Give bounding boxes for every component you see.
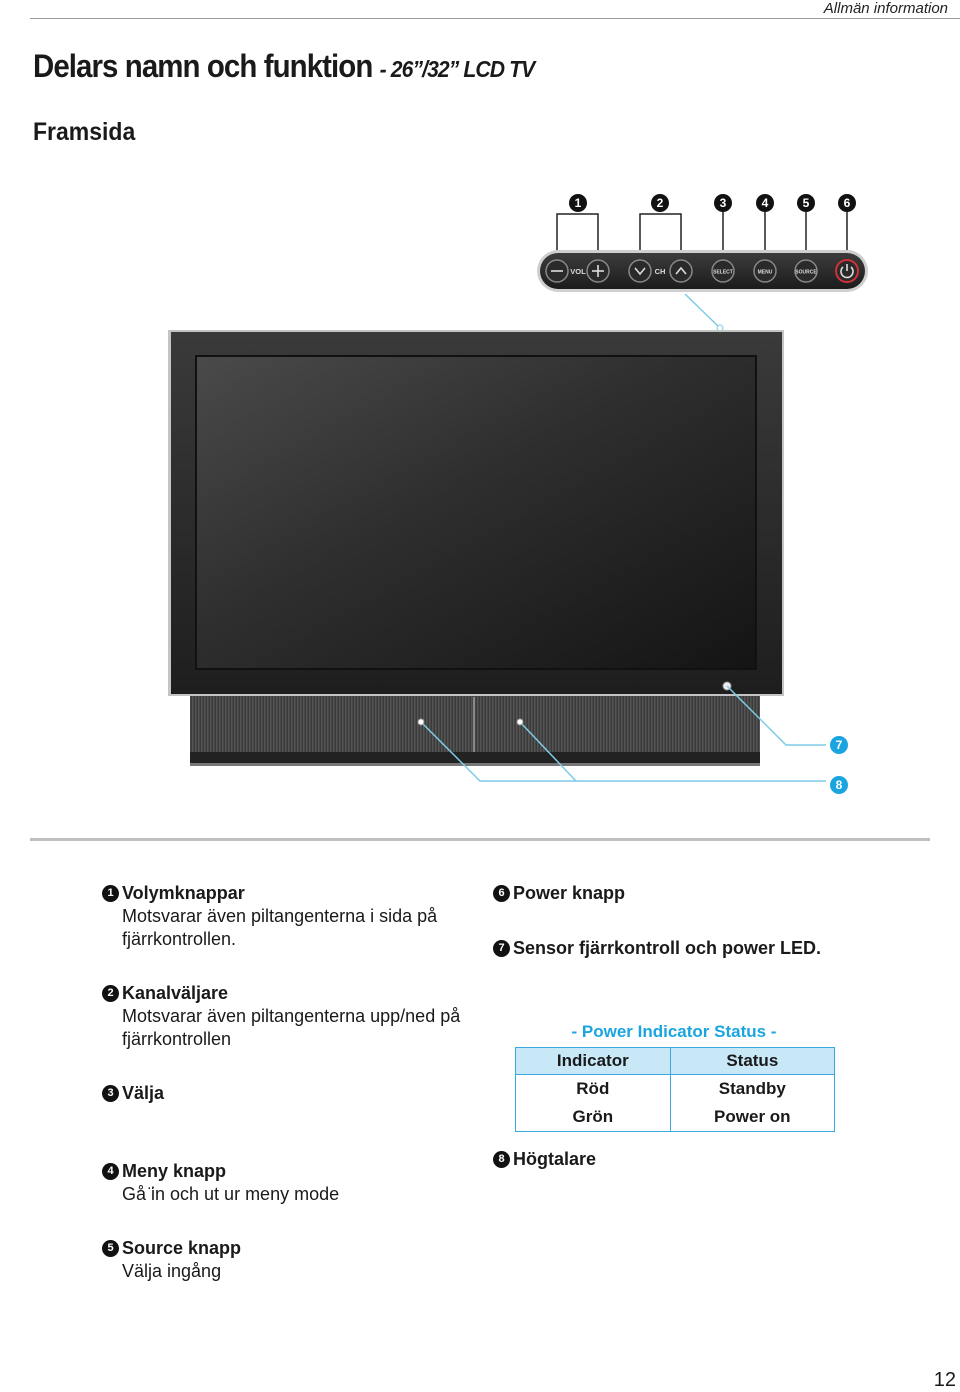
status-table (515, 1047, 835, 1132)
item-6 (493, 882, 625, 905)
panel-numbers (569, 194, 856, 212)
item-8-title: Högtalare (513, 1149, 597, 1169)
source-label: SOURCE (795, 269, 817, 276)
item-5-line-1: Välja ingång (122, 1261, 222, 1281)
item-4-line-1: Gå ̈in och ut ur meny mode (122, 1184, 340, 1204)
item-7 (493, 937, 821, 960)
section-divider (30, 838, 930, 841)
panel-num-3: 3 (719, 196, 727, 210)
item-3 (102, 1082, 164, 1105)
item-2-number: 2 (102, 985, 119, 1002)
section-subtitle: Framsida (33, 118, 136, 146)
table-cell: Grön (516, 1103, 671, 1132)
status-table-title: - Power Indicator Status - (571, 1022, 777, 1041)
table-cell: Power on (670, 1103, 834, 1132)
callout-7: 7 (835, 738, 843, 752)
item-5-number: 5 (102, 1240, 119, 1257)
status-table-header-indicator: Indicator (516, 1048, 671, 1075)
select-label: SELECT (713, 269, 733, 276)
table-row (516, 1103, 835, 1132)
item-1-title: Volymknappar (122, 883, 245, 903)
item-3-number: 3 (102, 1085, 119, 1102)
item-1-line-2: fjärrkontrollen. (122, 929, 237, 949)
vol-label: VOL (570, 267, 586, 276)
table-row (516, 1075, 835, 1104)
item-7-number: 7 (493, 940, 510, 957)
table-cell: Standby (670, 1075, 834, 1104)
page-title-main: Delars namn och funktion (33, 48, 373, 84)
section-label: Allmän information (823, 0, 948, 17)
item-3-title: Välja (122, 1083, 165, 1103)
item-2 (102, 982, 460, 1051)
tv-screen (196, 356, 756, 669)
page-number: 12 (933, 1369, 956, 1391)
item-1-number: 1 (102, 885, 119, 902)
panel-num-2: 2 (656, 196, 664, 210)
ch-label: CH (654, 267, 666, 276)
item-8-number: 8 (493, 1151, 510, 1168)
page-title-sub: - 26”/32” LCD TV (379, 56, 535, 82)
ch-up-icon (670, 260, 692, 282)
item-2-line-1: Motsvarar även piltangenterna upp/ned på (122, 1006, 461, 1026)
panel-num-6: 6 (843, 196, 851, 210)
ch-down-icon (629, 260, 651, 282)
item-6-number: 6 (493, 885, 510, 902)
item-2-title: Kanalväljare (122, 983, 229, 1003)
menu-label: MENU (757, 269, 773, 276)
panel-num-5: 5 (802, 196, 810, 210)
panel-num-4: 4 (761, 196, 769, 210)
item-6-title: Power knapp (513, 883, 626, 903)
item-2-line-2: fjärrkontrollen (122, 1029, 232, 1049)
table-cell: Röd (516, 1075, 671, 1104)
item-7-title: Sensor fjärrkontroll och power LED. (513, 938, 822, 958)
item-4-number: 4 (102, 1163, 119, 1180)
item-5-title: Source knapp (122, 1238, 242, 1258)
panel-num-1: 1 (574, 196, 582, 210)
item-4 (102, 1160, 339, 1206)
item-1-line-1: Motsvarar även piltangenterna i sida på (122, 906, 438, 926)
item-8 (493, 1148, 596, 1171)
item-5 (102, 1237, 241, 1283)
item-1 (102, 882, 437, 951)
status-table-header-status: Status (670, 1048, 834, 1075)
callout-8: 8 (835, 778, 843, 792)
item-4-title: Meny knapp (122, 1161, 227, 1181)
